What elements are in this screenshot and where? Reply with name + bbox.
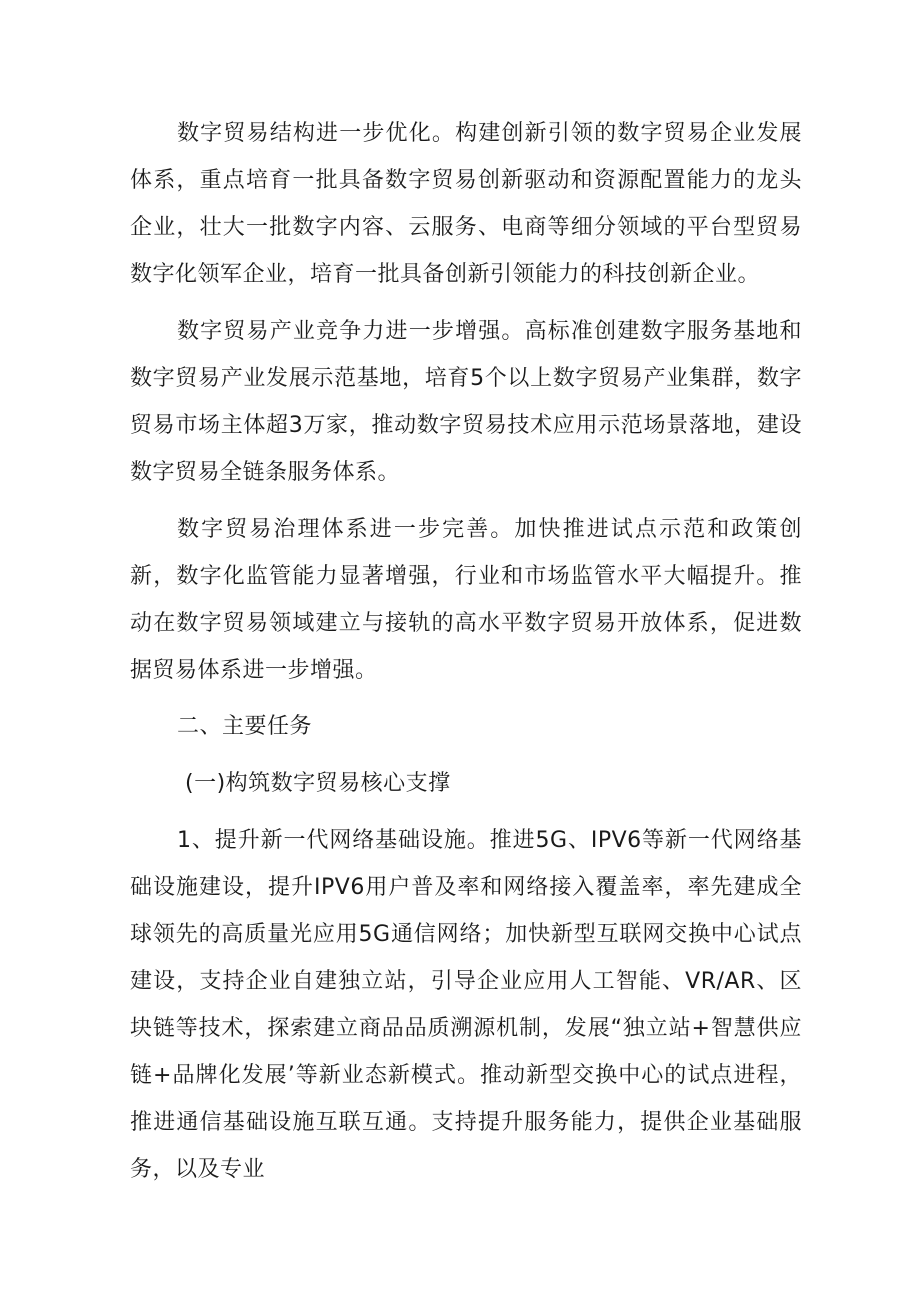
subsection-heading: (一)构筑数字贸易核心支撑 [185, 771, 451, 796]
section-heading: 二、主要任务 [177, 714, 313, 739]
paragraph-industry-competitiveness: 数字贸易产业竞争力进一步增强。高标准创建数字服务基地和数字贸易产业发展示范基地，培育5个以上数字贸易产业集群，数字贸易市场主体超3万家，推动数字贸易技术应用示范场景落地，建设数字贸易全链条服务体系。 [130, 319, 802, 485]
paragraph-trade-structure: 数字贸易结构进一步优化。构建创新引领的数字贸易企业发展体系，重点培育一批具备数字贸易创新驱动和资源配置能力的龙头企业，壮大一批数字内容、云服务、电商等细分领域的平台型贸易数字化领军企业，培育一批具备创新引领能力的科技创新企业。 [130, 121, 802, 287]
paragraph-network-infrastructure: 1、提升新一代网络基础设施。推进5G、IPV6等新一代网络基础设施建设，提升IPV6用户普及率和网络接入覆盖率，率先建成全球领先的高质量光应用5G通信网络；加快新型互联网交换中心试点建设，支持企业自建独立站，引导企业应用人工智能、VR/AR、区块链等技术，探索建立商品品质溯源机制，发展“独立站+智慧供应链+品牌化发展’等新业态新模式。推动新型交换中心的试点进程，推进通信基础设施互联互通。支持提升服务能力，提供企业基础服务，以及专业 [130, 828, 802, 1182]
paragraph-governance-system: 数字贸易治理体系进一步完善。加快推进试点示范和政策创新，数字化监管能力显著增强，行业和市场监管水平大幅提升。推动在数字贸易领域建立与接轨的高水平数字贸易开放体系，促进数据贸易体系进一步增强。 [130, 517, 802, 683]
document-body [130, 110, 802, 1193]
